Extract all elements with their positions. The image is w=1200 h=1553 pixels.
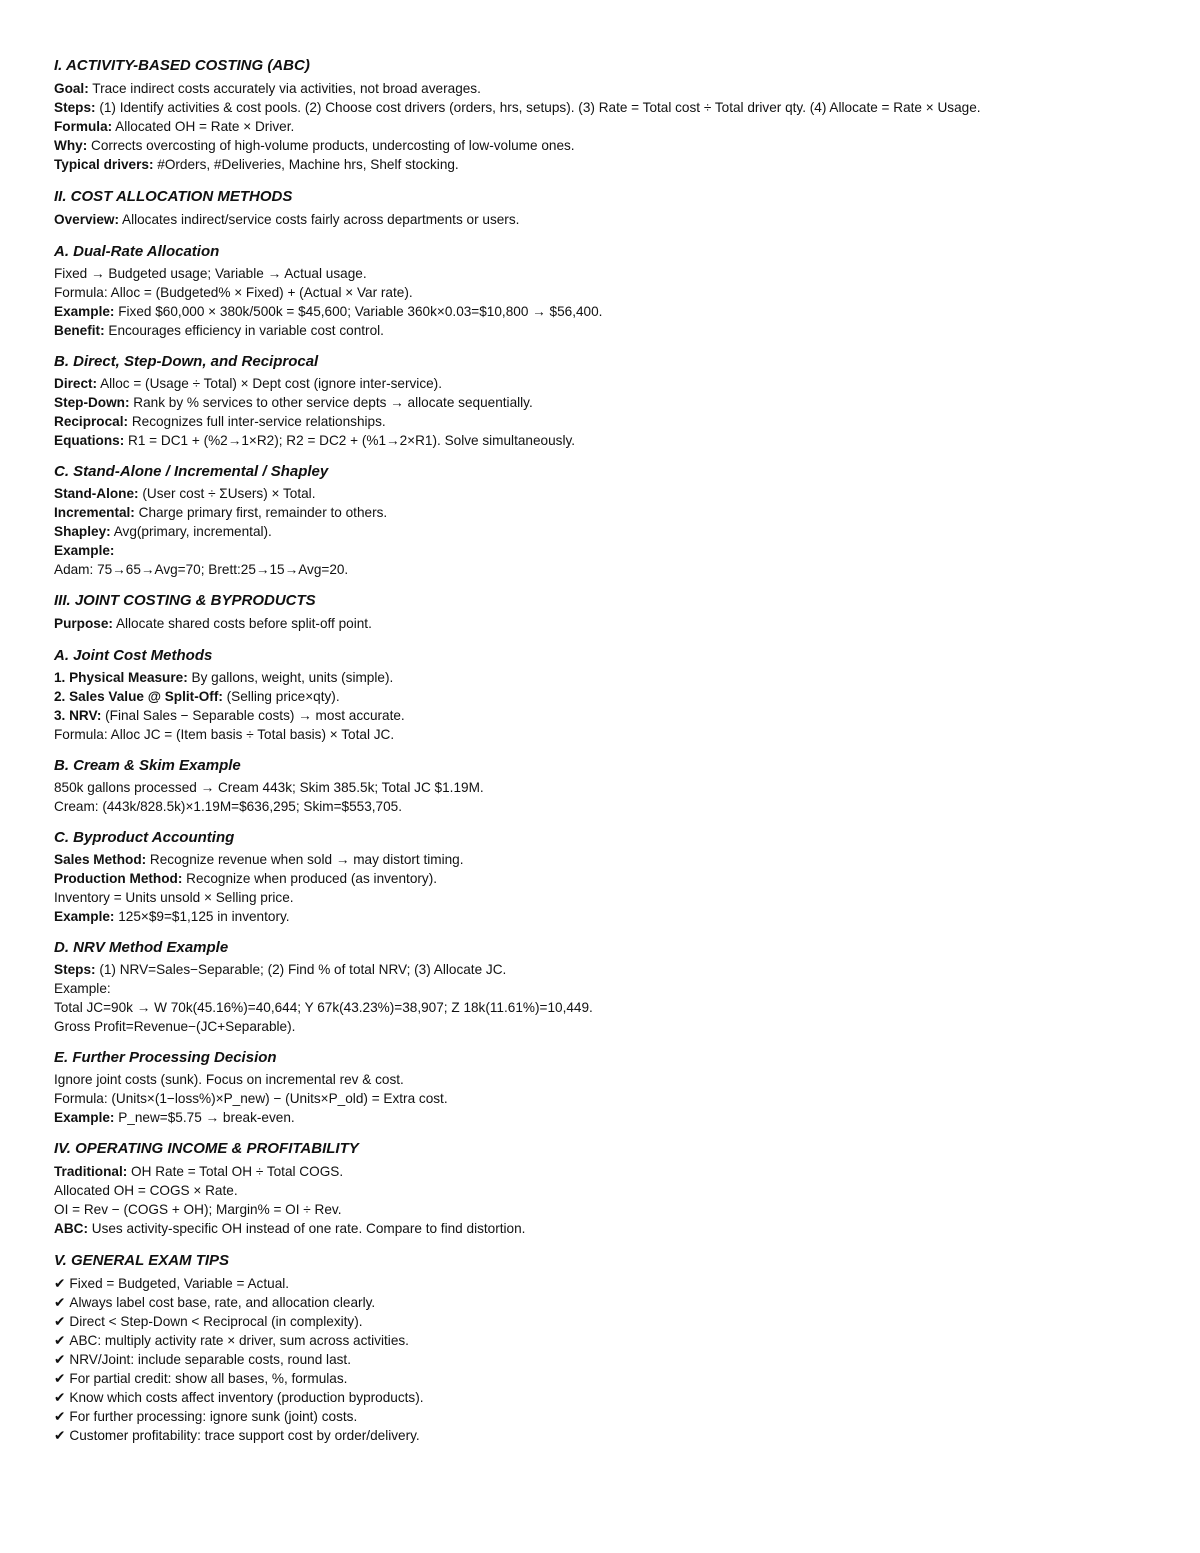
text-line: Gross Profit=Revenue−(JC+Separable). <box>54 1019 296 1034</box>
subsection-title: C. Byproduct Accounting <box>54 829 235 846</box>
subsection-joint-cost-methods <box>54 646 1154 744</box>
text-line: Formula: (Units×(1−loss%)×P_new) − (Units×P_old) = Extra cost. <box>54 1091 448 1106</box>
example-line: Adam: 75→65→Avg=70; Brett:25→15→Avg=20. <box>54 562 349 577</box>
step-down-line: Step-Down: Rank by % services to other service depts → allocate sequentially. <box>54 395 533 410</box>
subsection-title: D. NRV Method Example <box>54 939 229 956</box>
why-line: Why: Corrects overcosting of high-volume products, undercosting of low-volume ones. <box>54 138 575 153</box>
section-abc <box>54 56 1154 174</box>
subsection-title: A. Joint Cost Methods <box>54 647 213 664</box>
overview-line: Overview: Allocates indirect/service costs fairly across departments or users. <box>54 212 520 227</box>
text-line: Total JC=90k → W 70k(45.16%)=40,644; Y 67k(43.23%)=38,907; Z 18k(11.61%)=10,449. <box>54 1000 593 1015</box>
steps-line: Steps: (1) NRV=Sales−Separable; (2) Find % of total NRV; (3) Allocate JC. <box>54 962 507 977</box>
checkmark-icon: ✔ <box>54 1371 66 1386</box>
drivers-line: Typical drivers: #Orders, #Deliveries, Machine hrs, Shelf stocking. <box>54 157 459 172</box>
subsection-title: A. Dual-Rate Allocation <box>54 243 220 260</box>
checkmark-icon: ✔ <box>54 1428 66 1443</box>
goal-line: Goal: Trace indirect costs accurately via activities, not broad averages. <box>54 81 481 96</box>
section-title: I. ACTIVITY-BASED COSTING (ABC) <box>54 57 310 74</box>
section-title: IV. OPERATING INCOME & PROFITABILITY <box>54 1140 359 1157</box>
text-line: Inventory = Units unsold × Selling price. <box>54 890 294 905</box>
tip-item <box>54 1388 1154 1407</box>
stand-alone-line: Stand-Alone: (User cost ÷ ΣUsers) × Total. <box>54 486 316 501</box>
subsection-dual-rate <box>54 242 1154 340</box>
checkmark-icon: ✔ <box>54 1409 66 1424</box>
tip-text: For partial credit: show all bases, %, formulas. <box>69 1371 348 1386</box>
abc-line: ABC: Uses activity-specific OH instead of one rate. Compare to find distortion. <box>54 1221 526 1236</box>
section-operating-income <box>54 1139 1154 1238</box>
section-title: III. JOINT COSTING & BYPRODUCTS <box>54 592 316 609</box>
text-line: 850k gallons processed → Cream 443k; Skim 385.5k; Total JC $1.19M. <box>54 780 484 795</box>
tip-item <box>54 1274 1154 1293</box>
document-page <box>54 56 1154 1458</box>
example-line: Example: P_new=$5.75 → break-even. <box>54 1110 295 1125</box>
tip-text: Direct < Step-Down < Reciprocal (in complexity). <box>69 1314 363 1329</box>
checkmark-icon: ✔ <box>54 1314 66 1329</box>
tip-item <box>54 1312 1154 1331</box>
tip-text: Always label cost base, rate, and allocation clearly. <box>69 1295 376 1310</box>
example-line: Example: 125×$9=$1,125 in inventory. <box>54 909 290 924</box>
method-line: 2. Sales Value @ Split-Off: (Selling price×qty). <box>54 689 340 704</box>
subsection-title: E. Further Processing Decision <box>54 1049 277 1066</box>
tip-text: ABC: multiply activity rate × driver, sum across activities. <box>69 1333 409 1348</box>
subsection-nrv-example <box>54 938 1154 1036</box>
checkmark-icon: ✔ <box>54 1390 66 1405</box>
text-line: Example: <box>54 981 111 996</box>
checkmark-icon: ✔ <box>54 1352 66 1367</box>
subsection-title: B. Direct, Step-Down, and Reciprocal <box>54 353 319 370</box>
section-exam-tips <box>54 1251 1154 1445</box>
tips-list <box>54 1274 1154 1445</box>
steps-line: Steps: (1) Identify activities & cost pools. (2) Choose cost drivers (orders, hrs, setups). (3) Rate = Total cost ÷ Total driver qty. (4) Allocate = Rate × Usage. <box>54 100 981 115</box>
tip-item <box>54 1350 1154 1369</box>
example-label: Example: <box>54 543 115 558</box>
subsection-further-processing <box>54 1048 1154 1127</box>
section-title: II. COST ALLOCATION METHODS <box>54 188 293 205</box>
tip-text: Fixed = Budgeted, Variable = Actual. <box>69 1276 290 1291</box>
formula-line: Formula: Allocated OH = Rate × Driver. <box>54 119 295 134</box>
tip-item <box>54 1369 1154 1388</box>
shapley-line: Shapley: Avg(primary, incremental). <box>54 524 272 539</box>
tip-text: NRV/Joint: include separable costs, round last. <box>69 1352 351 1367</box>
reciprocal-line: Reciprocal: Recognizes full inter-service relationships. <box>54 414 386 429</box>
traditional-line: Traditional: OH Rate = Total OH ÷ Total COGS. <box>54 1164 344 1179</box>
text-line: OI = Rev − (COGS + OH); Margin% = OI ÷ Rev. <box>54 1202 342 1217</box>
text-line: Fixed → Budgeted usage; Variable → Actual usage. <box>54 266 367 281</box>
checkmark-icon: ✔ <box>54 1295 66 1310</box>
subsection-byproduct <box>54 828 1154 926</box>
text-line: Allocated OH = COGS × Rate. <box>54 1183 238 1198</box>
tip-item <box>54 1426 1154 1445</box>
subsection-standalone-incremental-shapley <box>54 462 1154 579</box>
checkmark-icon: ✔ <box>54 1276 66 1291</box>
production-method-line: Production Method: Recognize when produced (as inventory). <box>54 871 438 886</box>
tip-item <box>54 1331 1154 1350</box>
method-line: 1. Physical Measure: By gallons, weight, units (simple). <box>54 670 394 685</box>
tip-text: Customer profitability: trace support cost by order/delivery. <box>69 1428 420 1443</box>
tip-item <box>54 1293 1154 1312</box>
formula-line: Formula: Alloc JC = (Item basis ÷ Total basis) × Total JC. <box>54 727 395 742</box>
purpose-line: Purpose: Allocate shared costs before split-off point. <box>54 616 372 631</box>
text-line: Ignore joint costs (sunk). Focus on incremental rev & cost. <box>54 1072 404 1087</box>
subsection-cream-skim <box>54 756 1154 816</box>
section-joint-costing <box>54 591 1154 633</box>
direct-line: Direct: Alloc = (Usage ÷ Total) × Dept cost (ignore inter-service). <box>54 376 442 391</box>
incremental-line: Incremental: Charge primary first, remainder to others. <box>54 505 388 520</box>
tip-text: Know which costs affect inventory (production byproducts). <box>69 1390 424 1405</box>
method-line: 3. NRV: (Final Sales − Separable costs) → most accurate. <box>54 708 405 723</box>
equations-line: Equations: R1 = DC1 + (%2→1×R2); R2 = DC2 + (%1→2×R1). Solve simultaneously. <box>54 433 576 448</box>
subsection-title: B. Cream & Skim Example <box>54 757 241 774</box>
checkmark-icon: ✔ <box>54 1333 66 1348</box>
section-title: V. GENERAL EXAM TIPS <box>54 1252 230 1269</box>
tip-text: For further processing: ignore sunk (joint) costs. <box>69 1409 358 1424</box>
text-line: Formula: Alloc = (Budgeted% × Fixed) + (Actual × Var rate). <box>54 285 413 300</box>
tip-item <box>54 1407 1154 1426</box>
example-line: Example: Fixed $60,000 × 380k/500k = $45,600; Variable 360k×0.03=$10,800 → $56,400. <box>54 304 603 319</box>
benefit-line: Benefit: Encourages efficiency in variable cost control. <box>54 323 384 338</box>
section-cost-allocation <box>54 187 1154 229</box>
subsection-title: C. Stand-Alone / Incremental / Shapley <box>54 463 329 480</box>
sales-method-line: Sales Method: Recognize revenue when sold → may distort timing. <box>54 852 464 867</box>
text-line: Cream: (443k/828.5k)×1.19M=$636,295; Skim=$553,705. <box>54 799 402 814</box>
subsection-direct-stepdown-reciprocal <box>54 352 1154 450</box>
